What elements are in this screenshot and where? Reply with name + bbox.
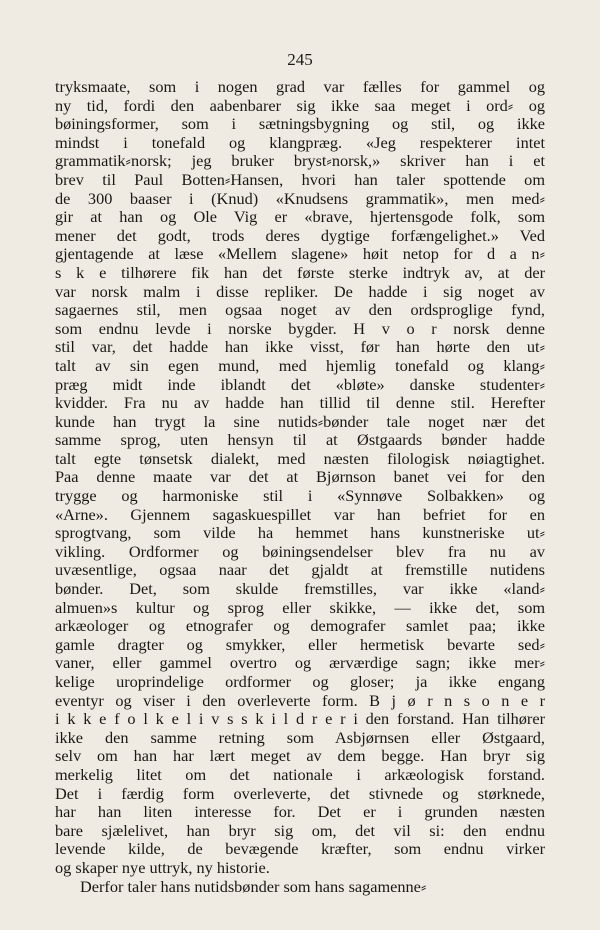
text-line: de 300 baaser i (Knud) «Knudsens grammatik», men med⸗: [55, 189, 545, 208]
text-line: ikke den samme retning som Asbjørnsen eller Østgaard,: [55, 728, 545, 747]
text-line: trygge og harmoniske stil i «Synnøve Solbakken» og: [55, 487, 545, 506]
text-line: gamle dragter og smykker, eller hermetisk bevarte sed⸗: [55, 635, 545, 654]
text-line: talt av sin egen mund, med hjemlig tonefald og klang⸗: [55, 356, 545, 375]
text-line: uvæsentlige, ogsaa naar det gjaldt at fremstille nutidens: [55, 561, 545, 580]
text-line: stil var, det hadde han ikke visst, før han hørte den ut⸗: [55, 338, 545, 357]
text-line: Det i færdig form overleverte, det stivnede og størknede,: [55, 784, 545, 803]
text-line: har han liten interesse for. Det er i grunden næsten: [55, 803, 545, 822]
text-line: og skaper nye uttryk, ny historie.: [55, 858, 270, 877]
text-line: i k k e f o l k e l i v s s k i l d r e r i den forstand. Han tilhører: [55, 710, 545, 729]
text-line: levende kilde, de bevægende kræfter, som endnu virker: [55, 840, 545, 859]
body-text: [55, 78, 545, 896]
text-line: kvidder. Fra nu av hadde han tillid til denne stil. Herefter: [55, 394, 545, 413]
text-line: tryksmaate, som i nogen grad var fælles for gammel og: [55, 78, 545, 96]
text-line: almuen»s kultur og sprog eller skikke, — ikke det, som: [55, 598, 545, 617]
text-line: bare sjælelivet, han bryr sig om, det vil si: den endnu: [55, 821, 545, 840]
text-line: grammatik⸗norsk; jeg bruker bryst⸗norsk,» skriver han i et: [55, 152, 545, 171]
text-line: mindst i tonefald og klangpræg. «Jeg respekterer intet: [55, 133, 545, 152]
text-line: sprogtvang, som vilde ha hemmet hans kunstneriske ut⸗: [55, 524, 545, 543]
text-line: gir at han og Ole Vig er «brave, hjertensgode folk, som: [55, 208, 545, 227]
text-line: arkæologer og etnografer og demografer samlet paa; ikke: [55, 617, 545, 636]
text-line: samme sprog, uten hensyn til at Østgaards bønder hadde: [55, 431, 545, 450]
text-line: sagaernes stil, men ogsaa noget av den ordsproglige fynd,: [55, 301, 545, 320]
text-line: mener det godt, trods deres dygtige forfængelighet.» Ved: [55, 226, 545, 245]
text-line: Paa denne maate var det at Bjørnson banet vei for den: [55, 468, 545, 487]
text-line: Derfor taler hans nutidsbønder som hans sagamenne⸗: [80, 877, 427, 896]
text-line: bønder. Det, som skulde fremstilles, var ikke «land⸗: [55, 580, 545, 599]
text-line: kelige uroprindelige ordformer og gloser; ja ikke engang: [55, 673, 545, 691]
text-line: ny tid, fordi den aabenbarer sig ikke saa meget i ord⸗ og: [55, 96, 545, 115]
text-line: var norsk malm i disse repliker. De hadde i sig noget av: [55, 282, 545, 301]
text-line: gjentagende at læse «Mellem slagene» høit netop for d a n⸗: [55, 245, 545, 264]
text-line: bøiningsformer, som i sætningsbygning og stil, og ikke: [55, 115, 545, 134]
text-line: eventyr og viser i den overleverte form. B j ø r n s o n e r: [55, 691, 545, 710]
text-line: vikling. Ordformer og bøiningsendelser blev fra nu av: [55, 542, 545, 561]
page-number: 245: [287, 50, 313, 69]
text-line: talt egte tønsetsk dialekt, med næsten filologisk nøiagtighet.: [55, 449, 545, 468]
text-line: s k e tilhørere fik han det første sterke indtryk av, at der: [55, 263, 545, 282]
text-line: brev til Paul Botten⸗Hansen, hvori han taler spottende om: [55, 170, 545, 189]
text-line: vaner, eller gammel overtro og ærværdige sagn; ikke mer⸗: [55, 654, 545, 673]
text-line: som endnu levde i norske bygder. H v o r norsk denne: [55, 319, 545, 338]
text-line: præg midt inde iblandt det «bløte» danske studenter⸗: [55, 375, 545, 394]
text-line: merkelig litet om det nationale i arkæologisk forstand.: [55, 765, 545, 784]
text-line: kunde han trygt la sine nutids⸗bønder tale noget nær det: [55, 412, 545, 431]
text-line: «Arne». Gjennem sagaskuespillet var han befriet for en: [55, 505, 545, 524]
text-line: selv om han har lært meget av dem begge. Han bryr sig: [55, 747, 545, 766]
